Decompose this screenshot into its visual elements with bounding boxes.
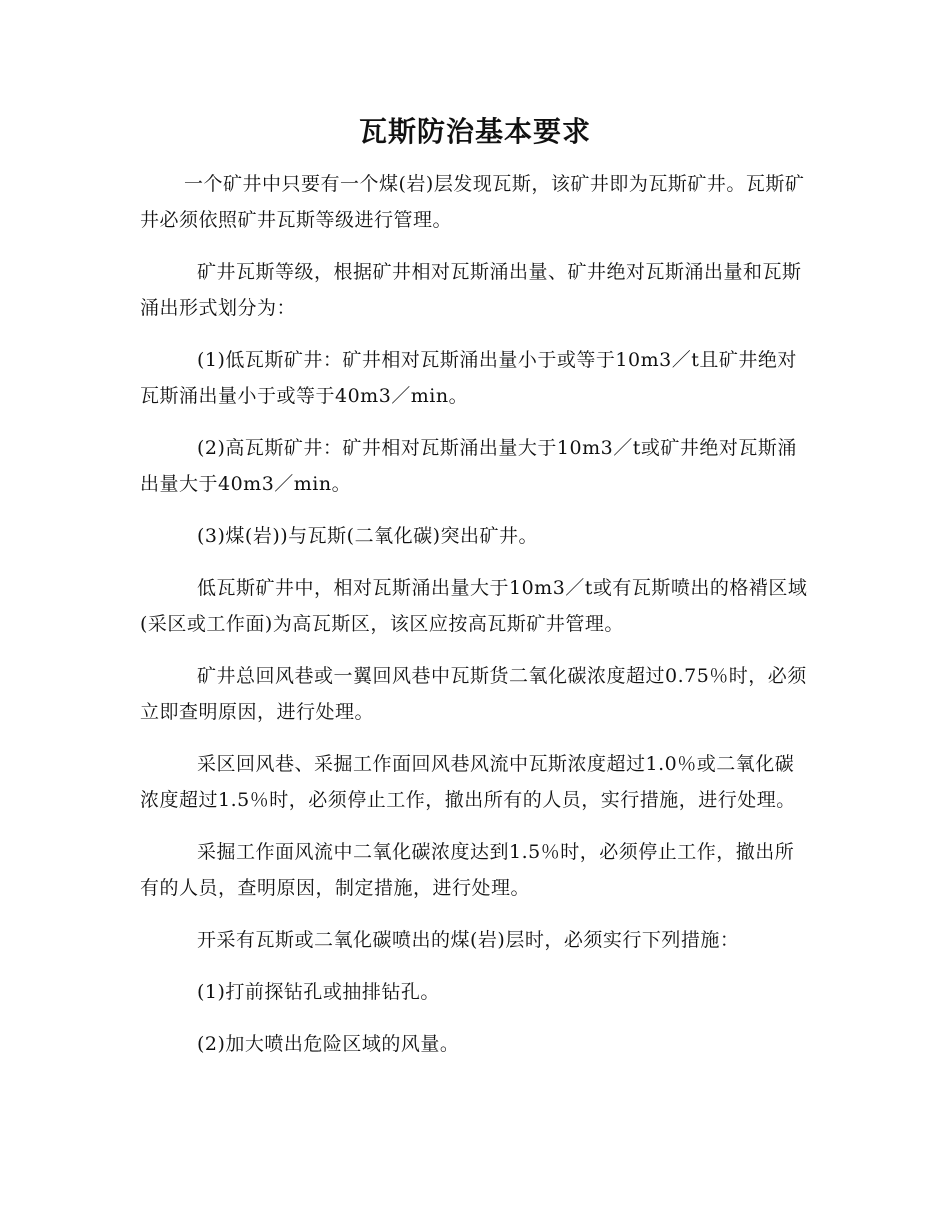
paragraph-2: 矿井瓦斯等级，根据矿井相对瓦斯涌出量、矿井绝对瓦斯涌出量和瓦斯涌出形式划分为： <box>140 261 802 319</box>
paragraph-11: (1)打前探钻孔或抽排钻孔。 <box>197 981 440 1003</box>
paragraph-12: (2)加大喷出危险区域的风量。 <box>197 1033 460 1055</box>
paragraph-9: 采掘工作面风流中二氧化碳浓度达到1.5％时，必须停止工作，撤出所有的人员，查明原因，制定措施，进行处理。 <box>140 841 795 899</box>
paragraph-8: 采区回风巷、采掘工作面回风巷风流中瓦斯浓度超过1.0％或二氧化碳浓度超过1.5％时，必须停止工作，撤出所有的人员，实行措施，进行处理。 <box>140 753 796 811</box>
paragraph-4: (2)高瓦斯矿井：矿井相对瓦斯涌出量大于10m3／t或矿井绝对瓦斯涌出量大于40m3／min。 <box>140 437 797 495</box>
paragraph-10: 开采有瓦斯或二氧化碳喷出的煤(岩)层时，必须实行下列措施： <box>197 929 740 951</box>
paragraph-5: (3)煤(岩))与瓦斯(二氧化碳)突出矿井。 <box>197 525 538 547</box>
paragraph-1: 一个矿井中只要有一个煤(岩)层发现瓦斯，该矿井即为瓦斯矿井。瓦斯矿井必须依照矿井瓦斯等级进行管理。 <box>140 173 805 231</box>
document-title: 瓦斯防治基本要求 <box>358 115 591 148</box>
paragraph-7: 矿井总回风巷或一翼回风巷中瓦斯货二氧化碳浓度超过0.75％时，必须立即查明原因，进行处理。 <box>140 665 807 723</box>
paragraph-6: 低瓦斯矿井中，相对瓦斯涌出量大于10m3／t或有瓦斯喷出的格褙区域(采区或工作面)为高瓦斯区，该区应按高瓦斯矿井管理。 <box>140 577 808 635</box>
document-body <box>140 166 808 1078</box>
paragraph-3: (1)低瓦斯矿井：矿井相对瓦斯涌出量小于或等于10m3／t且矿井绝对瓦斯涌出量小于或等于40m3／min。 <box>140 349 797 407</box>
